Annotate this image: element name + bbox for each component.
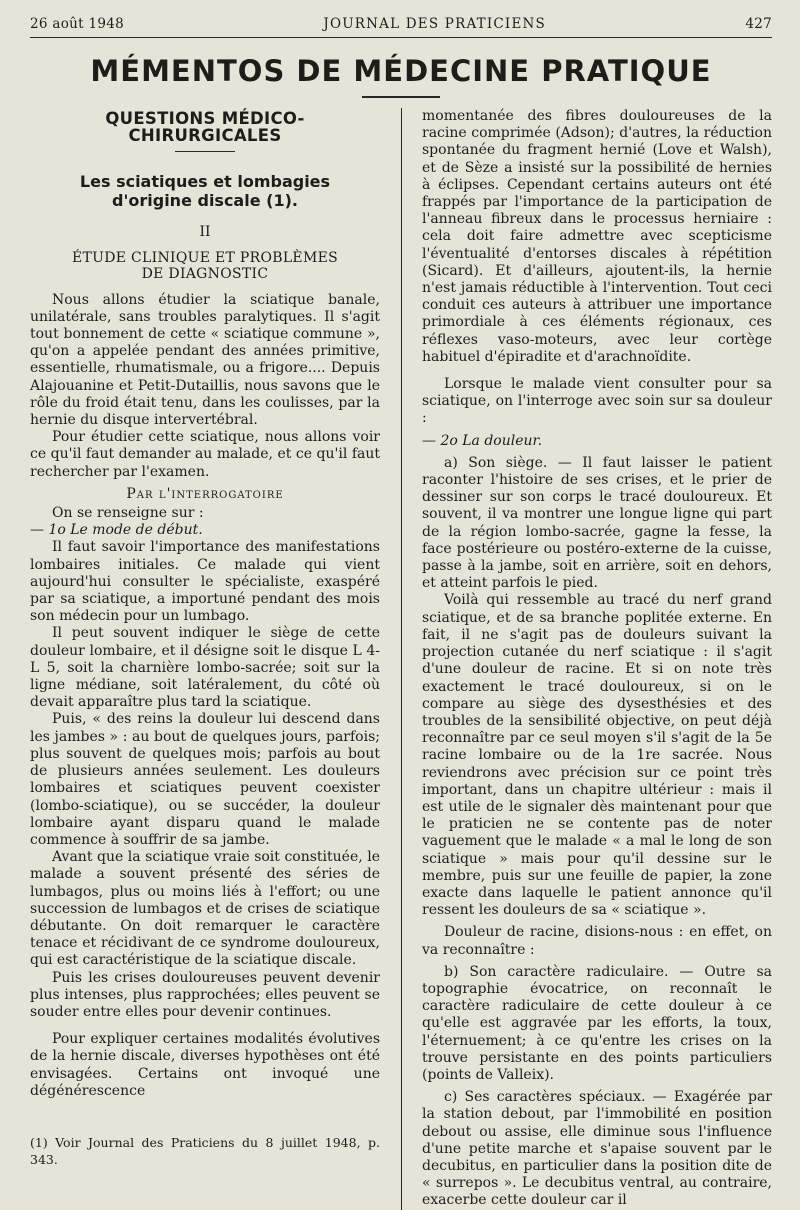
column-divider [401, 108, 402, 1210]
section-title: QUESTIONS MÉDICO-CHIRURGICALES [105, 109, 305, 146]
main-title: MÉMENTOS DE MÉDECINE PRATIQUE [90, 54, 712, 88]
part-subheading-line-1: ÉTUDE CLINIQUE ET PROBLÈMES [71, 249, 338, 266]
article-title-line-2: d'origine discale (1). [112, 191, 298, 211]
paragraph: Voilà qui ressemble au tracé du nerf grand sciatique, et de sa branche poplitée externe. En fait, il ne s'agit pas de douleurs suivant la projection cutanée du nerf sciatique : il s'agit d'une douleur de racine. Et si on note très exactement le tracé douloureux, si on le compare au siège des dysesthésies et des troubles de la sensibilité objective, on peut déjà reconnaître par ce seul moyen s'il s'agit de la 5e racine lombaire ou de la 1re sacrée. Nous reviendrons avec précision sur ce point très important, dans un chapitre ultérieur : mais il est utile de le signaler dès maintenant pour que le praticien ne se contente pas de noter vaguement que le malade « a mal le long de son sciatique » mais pour qu'il dessine sur le membre, puis sur une feuille de papier, la zone exacte dans laquelle le patient annonce qu'il ressent les douleurs de sa « sciatique ». [422, 592, 772, 919]
paragraph: Il faut savoir l'importance des manifestations lombaires initiales. Ce malade qui vient aujourd'hui consulter le spécialiste, exaspéré par sa sciatique, a importuné pendant des mois son médecin pour un lumbago. [30, 539, 380, 625]
paragraph: Pour étudier cette sciatique, nous allons voir ce qu'il faut demander au malade, et ce qu'il faut rechercher par l'examen. [30, 429, 380, 480]
paragraph: Il peut souvent indiquer le siège de cette douleur lombaire, et il désigne soit le disque L 4-L 5, soit la charnière lombo-sacrée; soit sur la ligne médiane, soit latéralement, du côté où devait apparaître plus tard la sciatique. [30, 625, 380, 711]
left-column [30, 108, 386, 1210]
paragraph: Douleur de racine, disions-nous : en effet, on va reconnaître : [422, 924, 772, 958]
paragraph: c) Ses caractères spéciaux. — Exagérée par la station debout, par l'immobilité en position debout ou assise, elle diminue sous l'influence d'une petite marche et s'apaise souvent par le decubitus, en particulier dans la position dite de « surrepos ». Le decubitus ventral, au contraire, exacerbe cette douleur car il [422, 1089, 772, 1209]
part-subheading [30, 250, 380, 282]
paragraph: Lorsque le malade vient consulter pour sa sciatique, on l'interroge avec soin sur sa douleur : [422, 376, 772, 427]
paragraph: Avant que la sciatique vraie soit constituée, le malade a souvent présenté des séries de lumbagos, plus ou moins liés à l'effort; ou une succession de lumbagos et de crises de sciatique débutante. On doit remarquer le caractère tenace et récidivant de ce syndrome douloureux, qui est caractéristique de la sciatique discale. [30, 849, 380, 969]
right-column [416, 108, 772, 1210]
part-number: II [199, 224, 211, 241]
section-rule [175, 151, 235, 152]
columns [30, 108, 772, 1210]
article-title [30, 172, 380, 210]
paragraph: momentanée des fibres douloureuses de la racine comprimée (Adson); d'autres, la réduction spontanée du fragment hernié (Love et Walsh), et de Sèze a insisté sur la possibilité de hernies à éclipses. Cependant certains auteurs ont été frappés par l'importance de la participation de l'anneau fibreux dans le processus herniaire : cela doit faire admettre avec scepticisme l'éventualité d'entorses discales à répétition (Sicard). Et d'ailleurs, ajoutent-ils, la hernie n'est jamais réductible à l'intervention. Tout ceci conduit ces auteurs à attribuer une importance primordiale à ces éléments régionaux, ces réflexes vaso-moteurs, avec leur cortège habituel d'épiradite et d'arachnoïdite. [422, 108, 772, 365]
paragraph: Puis, « des reins la douleur lui descend dans les jambes » : au bout de quelques jours, parfois; plus souvent de quelques mois; parfois au bout de plusieurs années seulement. Les douleurs lombaires et sciatiques peuvent coexister (lombo-sciatique), ou se succéder, la douleur lombaire ayant disparu quand le malade commence à souffrir de sa jambe. [30, 711, 380, 848]
part-subheading-line-2: DE DIAGNOSTIC [141, 265, 269, 282]
paragraph: Nous allons étudier la sciatique banale, unilatérale, sans troubles paralytiques. Il s'agit tout bonnement de cette « sciatique commune », qu'on a appelée pendant des années primitive, essentielle, rhumatismale, ou a frigore.... Depuis Alajouanine et Petit-Dutaillis, nous savons que le rôle du froid était tenu, dans les coulisses, par la hernie du disque intervertébral. [30, 291, 380, 429]
paragraph: b) Son caractère radiculaire. — Outre sa topographie évocatrice, on reconnaît le caractère radiculaire de cette douleur à ce qu'elle est aggravée par les efforts, la toux, l'éternuement; à ce qu'entre les crises on la trouve persistante en des points particuliers (points de Valleix). [422, 963, 772, 1083]
main-title-rule [362, 96, 440, 98]
paragraph: Pour expliquer certaines modalités évolutives de la hernie discale, diverses hypothèses ont été envisagées. Certains ont invoqué une dégénérescence [30, 1031, 380, 1099]
header-journal-name: JOURNAL DES PRATICIENS [323, 16, 546, 32]
header-page-number: 427 [745, 16, 772, 32]
paragraph-subheading: — 2o La douleur. [422, 432, 543, 449]
article-title-line-1: Les sciatiques et lombagies [79, 172, 331, 192]
header-rule [30, 37, 772, 38]
page-header [30, 0, 772, 32]
paragraph: Puis les crises douloureuses peuvent devenir plus intenses, plus rapprochées; elles peuvent se souder entre elles pour devenir continues. [30, 969, 380, 1020]
paragraph-subheading: — 1o Le mode de début. [30, 522, 203, 539]
interrogatoire-heading: Par l'interrogatoire [126, 485, 284, 502]
paragraph: a) Son siège. — Il faut laisser le patient raconter l'histoire de ses crises, et le prier de dessiner sur son corps le tracé douloureux. Et souvent, il va montrer une longue ligne qui part de la région lombo-sacrée, gagne la fesse, la face postérieure ou postéro-externe de la cuisse, passe à la jambe, soit en arrière, soit en dehors, et atteint parfois le pied. [422, 454, 772, 592]
paragraph: On se renseigne sur : [52, 505, 204, 522]
footnote: (1) Voir Journal des Praticiens du 8 juillet 1948, p. 343. [30, 1134, 380, 1168]
header-date: 26 août 1948 [30, 16, 125, 32]
